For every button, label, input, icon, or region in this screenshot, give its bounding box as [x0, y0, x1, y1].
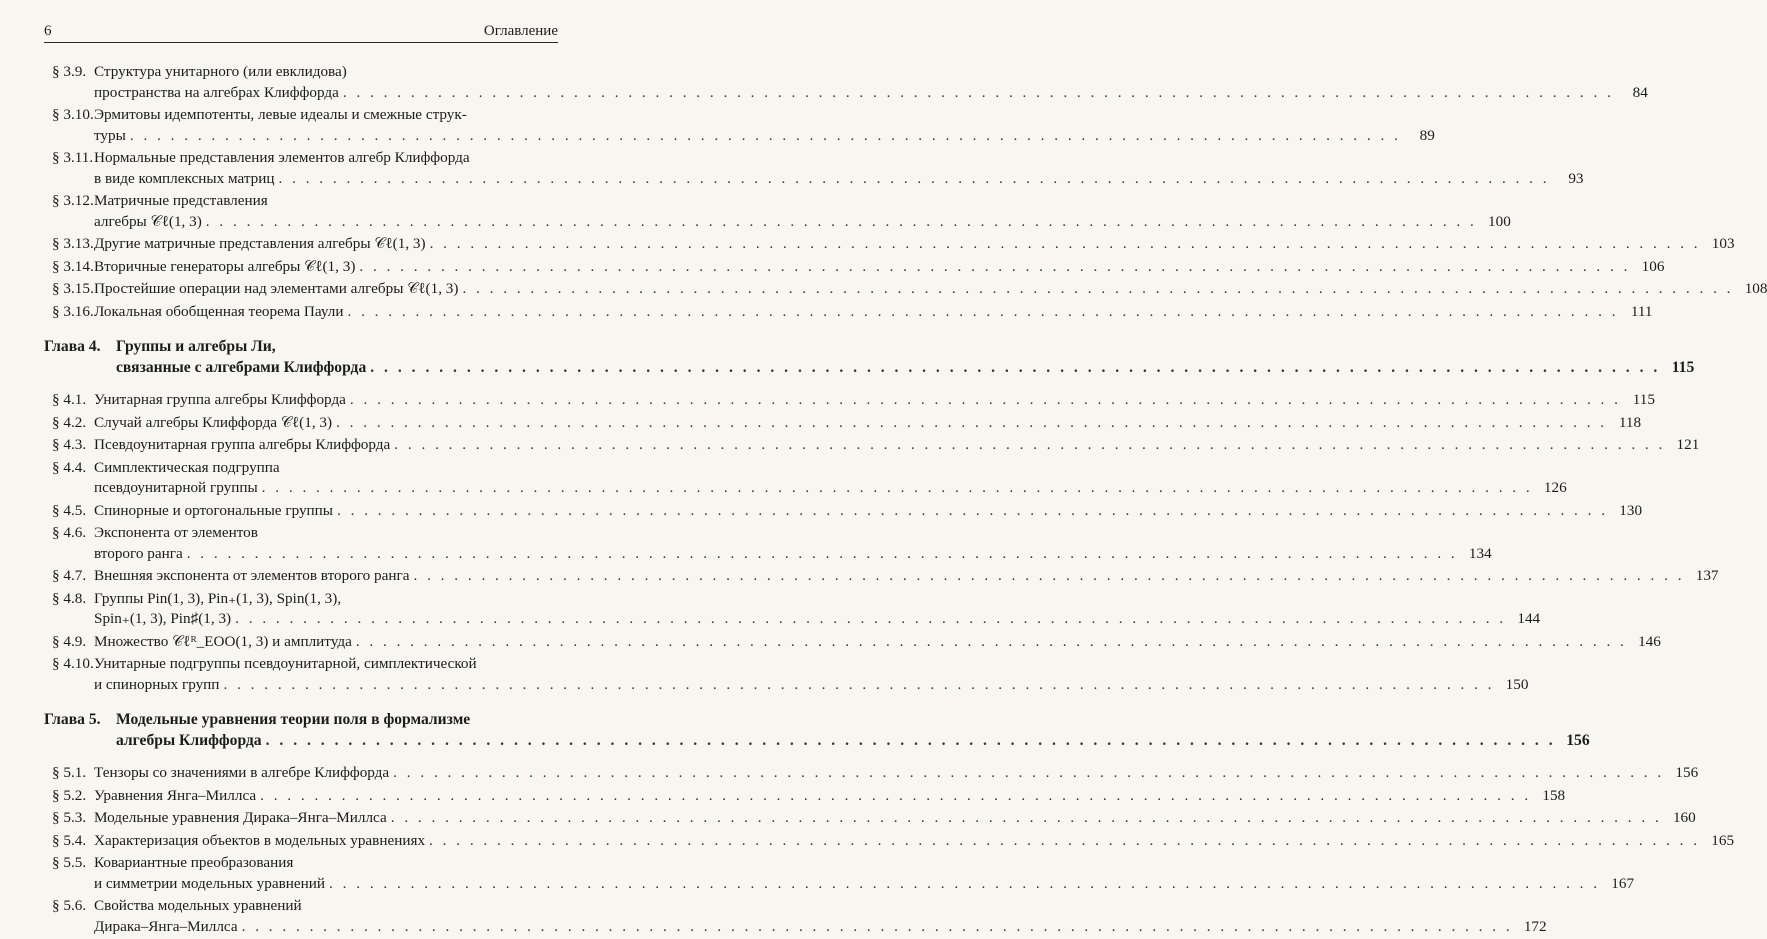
dot-leader: [223, 675, 1494, 696]
section-title-line: Уравнения Янга–Миллса: [94, 786, 257, 804]
section-title-line: Простейшие операции над элементами алгебры 𝒞ℓ(1, 3): [94, 280, 459, 297]
section-number: § 5.4.: [52, 831, 87, 849]
dot-leader: [329, 874, 1600, 895]
section-title-line: Ковариантные преобразования: [94, 854, 294, 871]
section-number: § 3.14.: [52, 257, 94, 275]
toc-entry[interactable]: [44, 413, 1642, 434]
page-ref: 146: [1638, 632, 1661, 650]
page-ref: 172: [1523, 917, 1547, 935]
dot-leader: [462, 279, 1733, 300]
page-ref: 144: [1517, 610, 1541, 627]
section-title-line: Вторичные генераторы алгебры 𝒞ℓ(1, 3): [94, 257, 356, 275]
toc-entry[interactable]: [44, 763, 1699, 784]
dot-leader: [235, 609, 1506, 630]
dot-leader: [206, 212, 1477, 233]
dot-leader: [370, 357, 1660, 378]
chapter-label: Глава 5.: [44, 711, 101, 728]
toc-entry[interactable]: [44, 279, 1767, 300]
page-ref: 108: [1744, 280, 1767, 297]
toc-entry[interactable]: [44, 62, 1648, 103]
section-title-line: Группы Pin(1, 3), Pin₊(1, 3), Spin(1, 3),: [94, 589, 342, 607]
chapter-title-line: Модельные уравнения теории поля в формализме: [116, 711, 471, 728]
section-number: § 5.2.: [52, 786, 87, 804]
section-number: § 4.7.: [52, 567, 87, 584]
section-title-line: в виде комплексных матриц: [94, 169, 275, 187]
section-title-line: Матричные представления: [94, 192, 268, 209]
page-ref: 106: [1641, 257, 1665, 275]
section-number: § 3.15.: [52, 280, 94, 297]
section-number: § 4.5.: [52, 501, 87, 519]
section-number: § 4.2.: [52, 413, 87, 431]
toc-entry[interactable]: [44, 105, 1435, 146]
section-title-line: Свойства модельных уравнений: [94, 897, 302, 914]
dot-leader: [266, 730, 1556, 751]
section-title-line: Характеризация объектов в модельных уравнениях: [94, 831, 426, 849]
section-number: § 3.12.: [52, 192, 94, 209]
section-title-line: Нормальные представления элементов алгебр Клиффорда: [94, 149, 470, 166]
section-title-line: Локальная обобщенная теорема Паули: [94, 302, 344, 320]
section-title-line: Экспонента от элементов: [94, 524, 258, 541]
toc-entry[interactable]: [44, 257, 1665, 278]
page-header: [44, 22, 558, 43]
section-number: § 3.13.: [52, 235, 94, 252]
section-title-line: Тензоры со значениями в алгебре Клиффорда: [94, 764, 390, 781]
chapter-title-line: алгебры Клиффорда: [116, 732, 262, 749]
page-ref: 93: [1568, 169, 1584, 187]
section-number: § 4.6.: [52, 524, 87, 541]
dot-leader: [343, 83, 1614, 104]
dot-leader: [359, 257, 1630, 278]
dot-leader: [429, 831, 1700, 852]
dot-leader: [262, 478, 1533, 499]
section-title-line: Унитарные подгруппы псевдоунитарной, симплектической: [94, 655, 477, 672]
section-number: § 3.10.: [52, 106, 94, 123]
toc-entry[interactable]: [44, 191, 1511, 232]
section-title-line: пространства на алгебрах Клиффорда: [94, 83, 339, 101]
page-ref: 156: [1675, 764, 1699, 781]
dot-leader: [347, 302, 1618, 323]
dot-leader: [242, 917, 1513, 938]
toc-entry[interactable]: [44, 632, 1661, 653]
section-number: § 4.3.: [52, 436, 87, 453]
section-title-line: и спинорных групп: [94, 675, 220, 693]
dot-leader: [356, 632, 1627, 653]
toc-entry[interactable]: [44, 501, 1643, 522]
section-number: § 5.6.: [52, 897, 87, 914]
section-title-line: псевдоунитарной группы: [94, 479, 258, 496]
chapter-title-line: связанные с алгебрами Клиффорда: [116, 359, 367, 376]
toc-entry[interactable]: [44, 390, 1655, 411]
toc-entry[interactable]: [44, 831, 1735, 852]
toc-entry[interactable]: [44, 853, 1635, 894]
page-number: 6: [44, 23, 52, 39]
page-ref: 111: [1630, 302, 1653, 320]
section-number: § 4.8.: [52, 589, 87, 607]
dot-leader: [260, 786, 1531, 807]
section-title-line: Структура унитарного (или евклидова): [94, 63, 347, 80]
section-number: § 5.1.: [52, 764, 87, 781]
section-title-line: Другие матричные представления алгебры 𝒞ℓ(1, 3): [94, 235, 426, 252]
section-title-line: второго ранга: [94, 544, 183, 562]
toc-entry[interactable]: [44, 523, 1492, 564]
section-number: § 4.9.: [52, 632, 87, 650]
dot-leader: [430, 234, 1701, 255]
page-ref: 115: [1632, 391, 1655, 408]
dot-leader: [413, 566, 1684, 587]
section-number: § 4.4.: [52, 458, 87, 476]
page-ref: 103: [1711, 235, 1735, 252]
page-ref: 84: [1632, 83, 1648, 101]
section-title-line: Модельные уравнения Дирака–Янга–Миллса: [94, 809, 387, 826]
toc-entry[interactable]: [44, 302, 1653, 323]
page-ref: 134: [1468, 544, 1492, 562]
toc-entry[interactable]: [44, 148, 1584, 189]
page-ref: 115: [1671, 359, 1695, 376]
section-title-line: Симплектическая подгруппа: [94, 458, 280, 476]
section-title-line: алгебры 𝒞ℓ(1, 3): [94, 212, 202, 230]
toc-entry[interactable]: [44, 234, 1735, 255]
toc-entry[interactable]: [44, 435, 1700, 456]
dot-leader: [279, 169, 1550, 190]
page-ref: 89: [1419, 126, 1435, 144]
toc-entry[interactable]: [44, 458, 1567, 499]
page-ref: 160: [1672, 809, 1696, 826]
toc-entry[interactable]: [44, 808, 1696, 829]
section-title-line: Внешняя экспонента от элементов второго ранга: [94, 567, 410, 584]
dot-leader: [336, 413, 1607, 434]
section-number: § 5.3.: [52, 809, 87, 826]
dot-leader: [394, 435, 1665, 456]
section-title-line: Случай алгебры Клиффорда 𝒞ℓ(1, 3): [94, 413, 333, 431]
section-title-line: Унитарная группа алгебры Клиффорда: [94, 391, 346, 408]
section-title-line: Псевдоунитарная группа алгебры Клиффорда: [94, 436, 391, 453]
page-ref: 121: [1676, 436, 1700, 453]
section-title-line: и симметрии модельных уравнений: [94, 874, 326, 892]
section-number: § 3.9.: [52, 63, 87, 80]
section-title-line: Множество 𝒞ℓᴿ_EOO(1, 3) и амплитуда: [94, 632, 352, 650]
section-number: § 5.5.: [52, 854, 87, 871]
section-number: § 4.1.: [52, 391, 87, 408]
chapter-heading[interactable]: [44, 709, 1590, 751]
section-title-line: Spin₊(1, 3), Pin♯(1, 3): [94, 610, 232, 627]
section-title-line: Спинорные и ортогональные группы: [94, 501, 334, 519]
section-number: § 3.11.: [52, 149, 94, 166]
dot-leader: [350, 390, 1621, 411]
page-ref: 150: [1505, 675, 1529, 693]
dot-leader: [130, 126, 1401, 147]
page-ref: 118: [1618, 413, 1642, 431]
dot-leader: [187, 544, 1458, 565]
table-of-contents: [44, 62, 1767, 939]
page-ref: 130: [1619, 501, 1643, 519]
toc-entry[interactable]: [44, 786, 1566, 807]
page-ref: 167: [1611, 874, 1635, 892]
page-ref: 100: [1488, 212, 1511, 230]
chapter-label: Глава 4.: [44, 338, 101, 355]
toc-entry[interactable]: [44, 589, 1541, 630]
chapter-title-line: Группы и алгебры Ли,: [116, 338, 276, 355]
dot-leader: [391, 808, 1662, 829]
page-ref: 165: [1711, 831, 1735, 849]
section-number: § 4.10.: [52, 655, 94, 672]
section-title-line: Эрмитовы идемпотенты, левые идеалы и смежные струк-: [94, 106, 467, 123]
section-title-line: туры: [94, 126, 126, 144]
chapter-heading[interactable]: [44, 336, 1695, 378]
running-title: Оглавление: [483, 23, 558, 39]
page-ref: 126: [1543, 479, 1567, 496]
page-ref: 156: [1566, 732, 1590, 749]
page-ref: 158: [1542, 786, 1566, 804]
toc-entry[interactable]: [44, 566, 1719, 587]
section-number: § 3.16.: [52, 302, 94, 320]
dot-leader: [337, 501, 1608, 522]
section-title-line: Дирака–Янга–Миллса: [94, 917, 238, 935]
toc-entry[interactable]: [44, 654, 1529, 695]
dot-leader: [393, 763, 1664, 784]
page-ref: 137: [1695, 567, 1719, 584]
toc-entry[interactable]: [44, 896, 1547, 937]
